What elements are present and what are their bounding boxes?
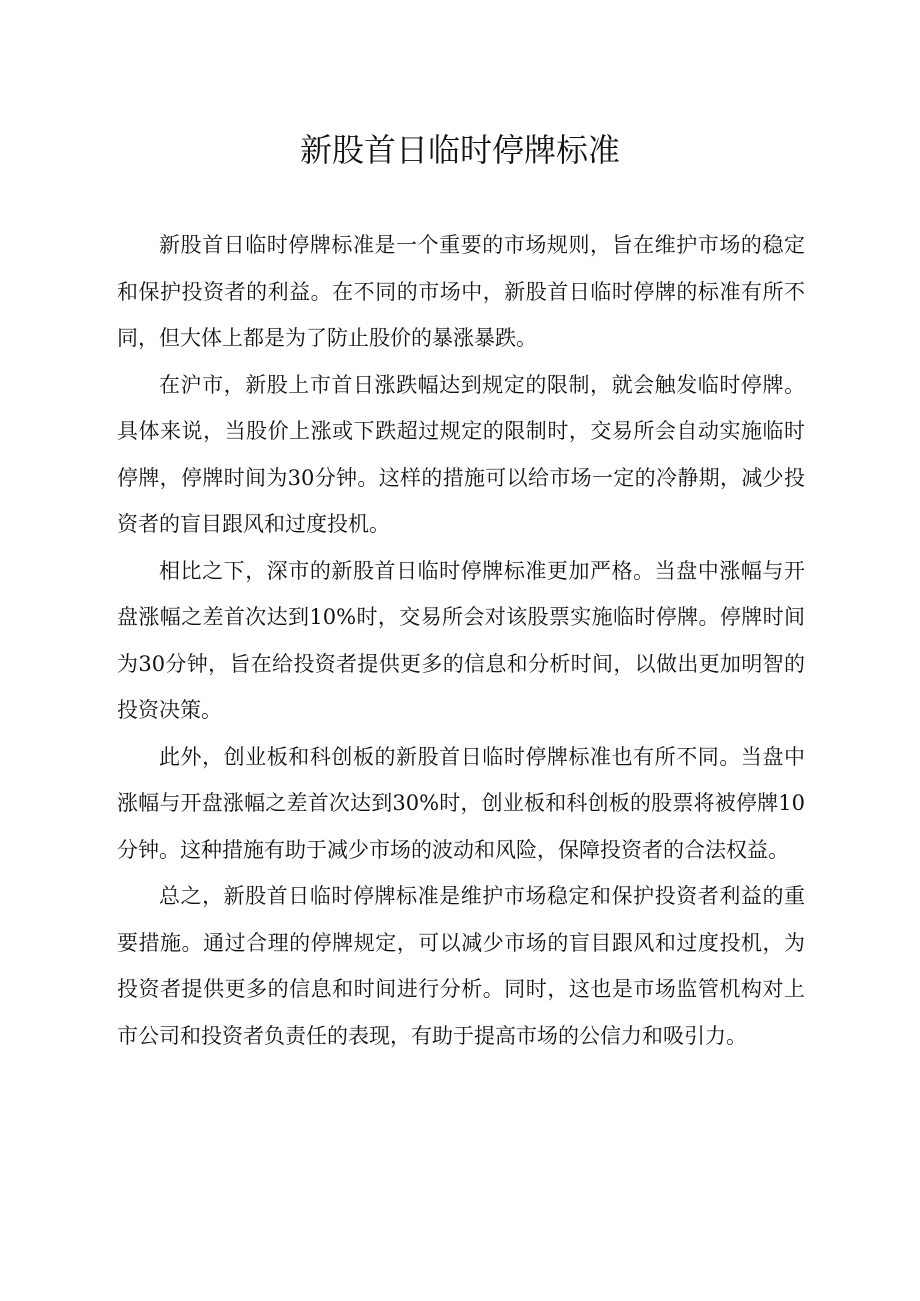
- paragraph-4: 此外，创业板和科创板的新股首日临时停牌标准也有所不同。当盘中涨幅与开盘涨幅之差首次达到30%时，创业板和科创板的股票将被停牌10分钟。这种措施有助于减少市场的波动和风险，保障投资者的合法权益。: [117, 744, 805, 862]
- paragraph-1: 新股首日临时停牌标准是一个重要的市场规则，旨在维护市场的稳定和保护投资者的利益。在不同的市场中，新股首日临时停牌的标准有所不同，但大体上都是为了防止股价的暴涨暴跌。: [117, 233, 805, 350]
- document-title: 新股首日临时停牌标准: [299, 131, 620, 169]
- paragraph-3: 相比之下，深市的新股首日临时停牌标准更加严格。当盘中涨幅与开盘涨幅之差首次达到10%时，交易所会对该股票实施临时停牌。停牌时间为30分钟，旨在给投资者提供更多的信息和分析时间，以做出更加明智的投资决策。: [117, 558, 805, 722]
- document-body: [117, 222, 805, 1059]
- paragraph-5: 总之，新股首日临时停牌标准是维护市场稳定和保护投资者利益的重要措施。通过合理的停牌规定，可以减少市场的盲目跟风和过度投机，为投资者提供更多的信息和时间进行分析。同时，这也是市场监管机构对上市公司和投资者负责任的表现，有助于提高市场的公信力和吸引力。: [117, 884, 805, 1048]
- paragraph-2: 在沪市，新股上市首日涨跌幅达到规定的限制，就会触发临时停牌。具体来说，当股价上涨或下跌超过规定的限制时，交易所会自动实施临时停牌，停牌时间为30分钟。这样的措施可以给市场一定的冷静期，减少投资者的盲目跟风和过度投机。: [117, 372, 805, 536]
